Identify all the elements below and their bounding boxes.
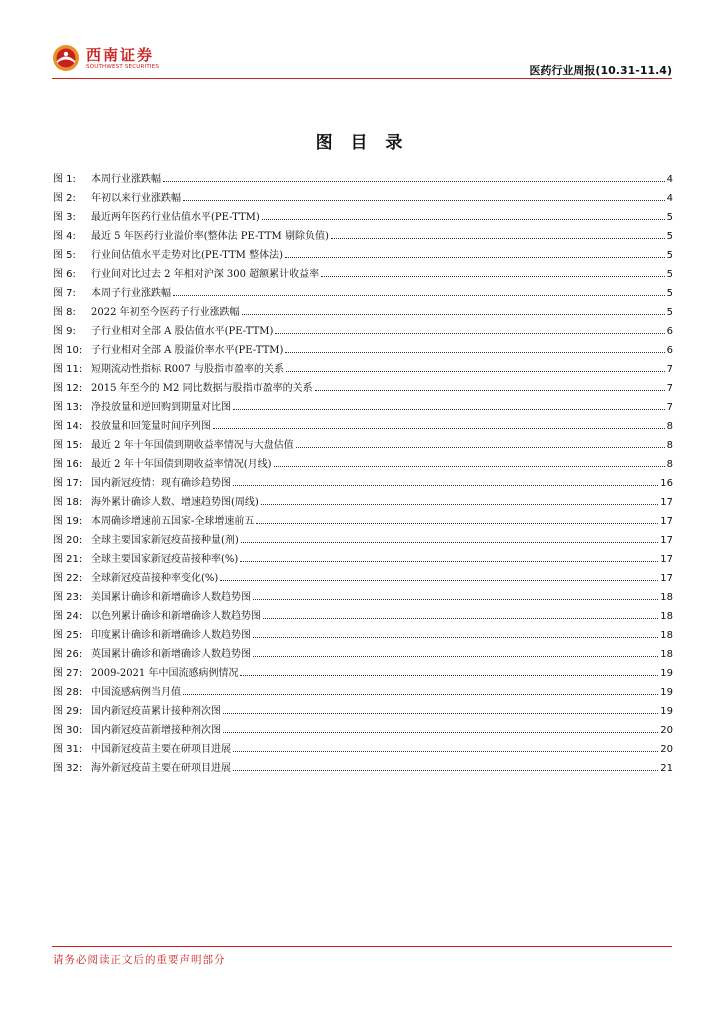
toc-entry-page: 7 <box>666 383 673 394</box>
toc-entry-number: 图 22: <box>53 573 83 584</box>
toc-entry-page: 4 <box>666 193 673 204</box>
toc-entry-label: 行业间估值水平走势对比(PE-TTM 整体法) <box>91 250 283 261</box>
toc-entry-leader <box>213 428 665 429</box>
toc-entry-page: 8 <box>666 459 673 470</box>
toc-entry-number: 图 31: <box>53 744 83 755</box>
toc-entry-label: 子行业相对全部 A 股溢价率水平(PE-TTM) <box>91 345 284 356</box>
toc-entry-page: 18 <box>660 630 673 641</box>
toc-entry-number: 图 26: <box>53 649 83 660</box>
toc-entry-label: 海外新冠疫苗主要在研项目进展 <box>91 763 231 774</box>
toc-entry-label: 2022 年初至今医药子行业涨跌幅 <box>91 307 240 318</box>
toc-entry-label: 本周子行业涨跌幅 <box>91 288 171 299</box>
toc-entry[interactable] <box>53 721 673 740</box>
toc-entry[interactable] <box>53 512 673 531</box>
toc-entry-page: 19 <box>660 706 673 717</box>
toc-entry-page: 20 <box>660 744 673 755</box>
toc-entry-number: 图 10: <box>53 345 83 356</box>
toc-entry-leader <box>173 295 665 296</box>
toc-entry-leader <box>242 314 665 315</box>
toc-entry-page: 5 <box>666 250 673 261</box>
toc-entry-leader <box>331 238 665 239</box>
toc-entry-leader <box>285 352 664 353</box>
toc-entry-page: 5 <box>666 269 673 280</box>
toc-entry-number: 图 14: <box>53 421 83 432</box>
toc-entry[interactable] <box>53 265 673 284</box>
toc-entry-page: 5 <box>666 212 673 223</box>
toc-entry-number: 图 12: <box>53 383 83 394</box>
toc-entry[interactable] <box>53 284 673 303</box>
toc-entry-page: 5 <box>666 231 673 242</box>
toc-entry-label: 本周行业涨跌幅 <box>91 174 161 185</box>
toc-entry-page: 17 <box>660 573 673 584</box>
toc-entry-label: 英国累计确诊和新增确诊人数趋势图 <box>91 649 251 660</box>
figure-table-of-contents <box>53 170 673 778</box>
toc-entry[interactable] <box>53 303 673 322</box>
toc-entry-page: 21 <box>660 763 673 774</box>
toc-entry[interactable] <box>53 531 673 550</box>
toc-entry[interactable] <box>53 208 673 227</box>
toc-entry-number: 图 23: <box>53 592 83 603</box>
toc-entry[interactable] <box>53 550 673 569</box>
toc-entry-page: 6 <box>666 326 673 337</box>
toc-entry-number: 图 13: <box>53 402 83 413</box>
footer-divider <box>52 946 672 947</box>
toc-entry-page: 8 <box>666 440 673 451</box>
toc-entry[interactable] <box>53 664 673 683</box>
toc-entry[interactable] <box>53 417 673 436</box>
toc-entry-leader <box>220 580 658 581</box>
toc-entry-page: 5 <box>666 288 673 299</box>
toc-entry-leader <box>233 751 658 752</box>
toc-entry-page: 18 <box>660 592 673 603</box>
toc-entry[interactable] <box>53 436 673 455</box>
toc-entry-number: 图 16: <box>53 459 83 470</box>
toc-entry-label: 中国新冠疫苗主要在研项目进展 <box>91 744 231 755</box>
toc-entry-number: 图 4: <box>53 231 76 242</box>
toc-entry[interactable] <box>53 246 673 265</box>
toc-entry[interactable] <box>53 759 673 778</box>
toc-entry-page: 18 <box>660 611 673 622</box>
toc-entry-label: 年初以来行业涨跌幅 <box>91 193 181 204</box>
toc-entry-leader <box>233 409 665 410</box>
toc-entry[interactable] <box>53 626 673 645</box>
toc-entry-leader <box>183 694 658 695</box>
toc-entry-leader <box>263 618 658 619</box>
toc-entry-leader <box>296 447 665 448</box>
logo-english-name: SOUTHWEST SECURITIES <box>86 64 160 70</box>
toc-entry-number: 图 19: <box>53 516 83 527</box>
toc-entry[interactable] <box>53 341 673 360</box>
toc-entry-number: 图 6: <box>53 269 76 280</box>
toc-entry-number: 图 15: <box>53 440 83 451</box>
toc-entry-leader <box>233 485 658 486</box>
toc-entry-number: 图 9: <box>53 326 76 337</box>
toc-entry-label: 海外累计确诊人数、增速趋势图(周线) <box>91 497 259 508</box>
toc-entry-number: 图 2: <box>53 193 76 204</box>
toc-entry[interactable] <box>53 189 673 208</box>
toc-entry-label: 投放量和回笼量时间序列图 <box>91 421 211 432</box>
toc-entry-number: 图 21: <box>53 554 83 565</box>
toc-entry-label: 净投放量和逆回购到期量对比图 <box>91 402 231 413</box>
toc-entry[interactable] <box>53 683 673 702</box>
toc-entry-number: 图 3: <box>53 212 76 223</box>
toc-entry[interactable] <box>53 170 673 189</box>
company-logo <box>52 44 202 78</box>
toc-entry-leader <box>253 656 658 657</box>
toc-entry-label: 全球主要国家新冠疫苗接种量(剂) <box>91 535 239 546</box>
toc-entry-leader <box>240 675 658 676</box>
toc-entry-page: 5 <box>666 307 673 318</box>
toc-entry-number: 图 29: <box>53 706 83 717</box>
toc-entry-page: 7 <box>666 402 673 413</box>
toc-entry-number: 图 11: <box>53 364 83 375</box>
toc-entry-label: 国内新冠疫情：现有确诊趋势图 <box>91 478 231 489</box>
toc-entry[interactable] <box>53 493 673 512</box>
toc-entry-number: 图 27: <box>53 668 83 679</box>
toc-entry[interactable] <box>53 740 673 759</box>
toc-entry-page: 4 <box>666 174 673 185</box>
toc-entry-number: 图 5: <box>53 250 76 261</box>
toc-entry-leader <box>321 276 664 277</box>
toc-entry-leader <box>223 713 658 714</box>
toc-entry-number: 图 8: <box>53 307 76 318</box>
toc-entry-label: 印度累计确诊和新增确诊人数趋势图 <box>91 630 251 641</box>
toc-entry-page: 16 <box>660 478 673 489</box>
toc-entry-label: 最近 2 年十年国债到期收益率情况(月线) <box>91 459 272 470</box>
toc-entry-number: 图 30: <box>53 725 83 736</box>
toc-heading: 图 目 录 <box>315 133 409 153</box>
toc-entry[interactable] <box>53 588 673 607</box>
toc-entry-label: 全球新冠疫苗接种率变化(%) <box>91 573 219 584</box>
toc-entry-label: 2009-2021 年中国流感病例情况 <box>91 668 239 679</box>
toc-entry-label: 以色列累计确诊和新增确诊人数趋势图 <box>91 611 261 622</box>
toc-entry-leader <box>233 770 658 771</box>
footer-notice: 请务必阅读正文后的重要声明部分 <box>53 954 226 966</box>
toc-entry[interactable] <box>53 702 673 721</box>
toc-entry-leader <box>261 504 658 505</box>
toc-entry-page: 18 <box>660 649 673 660</box>
toc-entry[interactable] <box>53 645 673 664</box>
toc-entry-leader <box>285 257 665 258</box>
toc-entry-label: 子行业相对全部 A 股估值水平(PE-TTM) <box>91 326 274 337</box>
toc-entry-leader <box>241 542 658 543</box>
toc-entry[interactable] <box>53 455 673 474</box>
toc-entry-leader <box>223 732 658 733</box>
toc-entry-number: 图 7: <box>53 288 76 299</box>
toc-entry-label: 短期流动性指标 R007 与股指市盈率的关系 <box>91 364 284 375</box>
toc-entry-page: 19 <box>660 668 673 679</box>
toc-entry-label: 中国流感病例当月值 <box>91 687 181 698</box>
toc-entry-page: 6 <box>666 345 673 356</box>
toc-entry-label: 最近 2 年十年国债到期收益率情况与大盘估值 <box>91 440 294 451</box>
toc-entry-page: 17 <box>660 554 673 565</box>
toc-entry[interactable] <box>53 322 673 341</box>
toc-entry-label: 最近两年医药行业估值水平(PE-TTM) <box>91 212 260 223</box>
toc-entry-leader <box>274 466 665 467</box>
toc-entry-label: 行业间对比过去 2 年相对沪深 300 超额累计收益率 <box>91 269 320 280</box>
header-divider <box>52 78 672 79</box>
toc-entry[interactable] <box>53 569 673 588</box>
toc-entry-page: 17 <box>660 535 673 546</box>
toc-entry-label: 本周确诊增速前五国家-全球增速前五 <box>91 516 255 527</box>
toc-entry[interactable] <box>53 360 673 379</box>
toc-entry-number: 图 20: <box>53 535 83 546</box>
toc-entry-label: 最近 5 年医药行业溢价率(整体法 PE-TTM 剔除负值) <box>91 231 329 242</box>
toc-entry-label: 全球主要国家新冠疫苗接种率(%) <box>91 554 239 565</box>
toc-entry-label: 国内新冠疫苗新增接种剂次图 <box>91 725 221 736</box>
toc-entry-number: 图 28: <box>53 687 83 698</box>
toc-entry-label: 2015 年至今的 M2 同比数据与股指市盈率的关系 <box>91 383 313 394</box>
toc-entry-label: 美国累计确诊和新增确诊人数趋势图 <box>91 592 251 603</box>
toc-entry-leader <box>240 561 658 562</box>
toc-entry-page: 7 <box>666 364 673 375</box>
toc-entry-page: 17 <box>660 516 673 527</box>
toc-entry-page: 17 <box>660 497 673 508</box>
toc-entry-leader <box>262 219 665 220</box>
toc-entry-number: 图 17: <box>53 478 83 489</box>
toc-entry-leader <box>163 181 665 182</box>
southwest-securities-logo-icon <box>52 44 80 72</box>
toc-entry-number: 图 18: <box>53 497 83 508</box>
toc-entry-leader <box>315 390 665 391</box>
toc-entry[interactable] <box>53 474 673 493</box>
toc-entry-number: 图 32: <box>53 763 83 774</box>
toc-entry-number: 图 1: <box>53 174 76 185</box>
toc-entry[interactable] <box>53 227 673 246</box>
toc-entry-leader <box>183 200 665 201</box>
toc-entry[interactable] <box>53 379 673 398</box>
toc-entry-page: 19 <box>660 687 673 698</box>
toc-entry[interactable] <box>53 607 673 626</box>
toc-entry-leader <box>256 523 658 524</box>
toc-entry-page: 8 <box>666 421 673 432</box>
toc-entry[interactable] <box>53 398 673 417</box>
toc-entry-leader <box>253 599 658 600</box>
toc-entry-leader <box>253 637 658 638</box>
toc-entry-leader <box>275 333 664 334</box>
report-title: 医药行业周报(10.31-11.4) <box>529 64 672 77</box>
toc-entry-number: 图 24: <box>53 611 83 622</box>
toc-entry-leader <box>286 371 665 372</box>
toc-entry-number: 图 25: <box>53 630 83 641</box>
toc-entry-label: 国内新冠疫苗累计接种剂次图 <box>91 706 221 717</box>
page-header <box>0 0 724 82</box>
toc-entry-page: 20 <box>660 725 673 736</box>
logo-chinese-name: 西南证券 <box>86 46 155 64</box>
